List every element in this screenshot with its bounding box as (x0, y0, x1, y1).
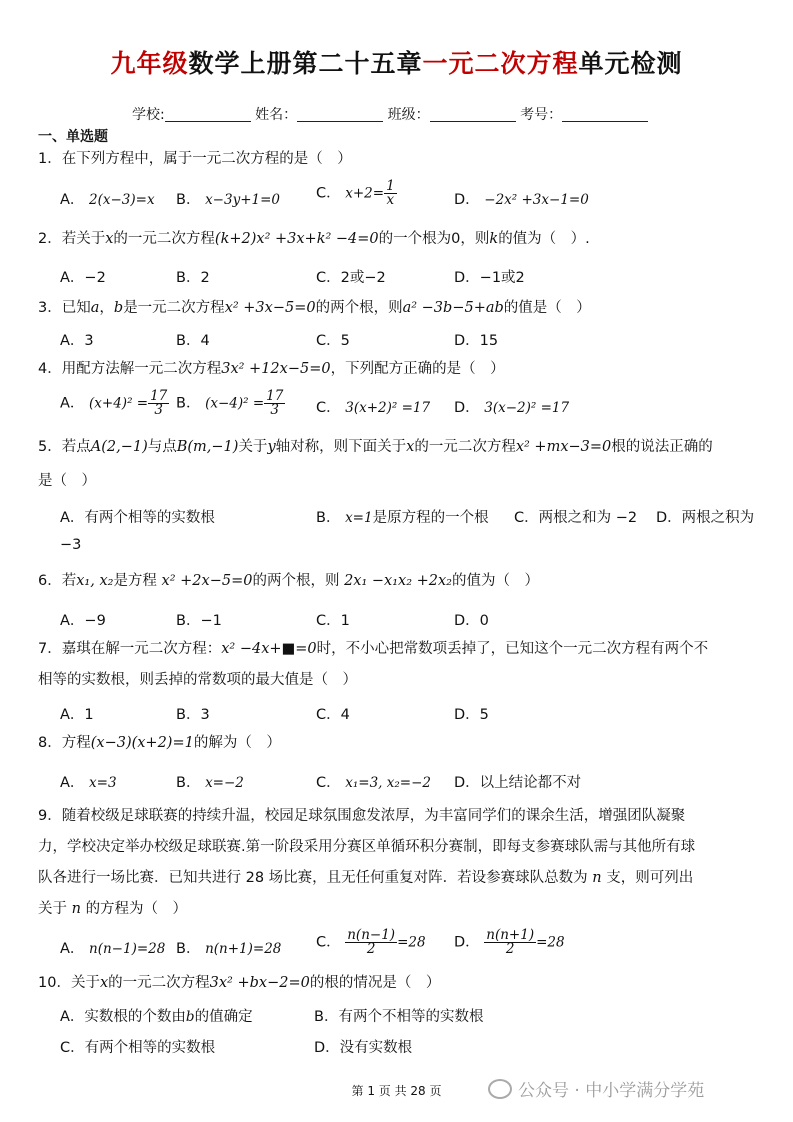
question-1-stem: 1．在下列方程中，属于一元二次方程的是（ ） (38, 151, 352, 167)
student-info-line (132, 104, 648, 124)
q2-option-d: D．−1或2 (454, 270, 525, 286)
q1-option-d: D． −2x² +3x−1=0 (454, 192, 589, 208)
q4-option-c: C． 3(x+2)² =17 (316, 400, 431, 416)
q5-option-c: C．两根之和为 −2 (514, 510, 638, 526)
school-label: 学校: (132, 107, 165, 123)
q6-option-c: C．1 (316, 613, 350, 629)
q7-option-c: C．4 (316, 707, 350, 723)
q7-option-b: B．3 (176, 707, 210, 723)
question-9-line-2: 力，学校决定举办校级足球联赛.第一阶段采用分赛区单循环积分赛制，即每支参赛球队需与其他所有球 (38, 839, 696, 855)
q5-option-a: A．有两个相等的实数根 (60, 510, 215, 526)
watermark-text: 公众号 · 中小学满分学苑 (518, 1081, 705, 1101)
question-9-line-3: 队各进行一场比赛．已知共进行 28 场比赛，且无任何重复对阵．若设参赛球队总数为 n 支，则可列出 (38, 870, 694, 886)
q10-option-b: B．有两个不相等的实数根 (314, 1009, 484, 1025)
school-blank[interactable] (165, 107, 251, 122)
question-3-stem: 3．已知a，b是一元二次方程x² +3x−5=0的两个根，则a² −3b−5+ab的值是（ ） (38, 300, 591, 316)
question-8-stem: 8．方程(x−3)(x+2)=1的解为（ ） (38, 735, 281, 751)
q3-option-c: C．5 (316, 333, 350, 349)
q3-option-d: D．15 (454, 333, 499, 349)
question-9-line-1: 9．随着校级足球联赛的持续升温，校园足球氛围愈发浓厚，为丰富同学们的课余生活，增强团队凝聚 (38, 808, 686, 824)
q1-option-c: C． x+2= $\frac{1}{x}$ (316, 178, 395, 208)
q6-option-d: D．0 (454, 613, 489, 629)
q5-option-d-cont: −3 (60, 537, 82, 553)
q7-option-d: D．5 (454, 707, 489, 723)
page-title (0, 44, 793, 80)
q7-option-a: A．1 (60, 707, 94, 723)
q10-option-a: A．实数根的个数由b的值确定 (60, 1009, 253, 1025)
question-9-line-4: 关于 n 的方程为（ ） (38, 901, 188, 917)
q3-option-a: A．3 (60, 333, 94, 349)
q9-option-a: A． n(n−1)=28 (60, 941, 166, 957)
q4-option-d: D． 3(x−2)² =17 (454, 400, 570, 416)
name-label: 姓名： (255, 107, 298, 123)
question-5-stem: 5．若点A(2,−1)与点B(m,−1)关于y轴对称，则下面关于x的一元二次方程x² +mx−3=0根的说法正确的 (38, 439, 713, 455)
q4-option-b: B． (x−4)² = $\frac{17}{3}$ (176, 388, 284, 418)
q5-option-d: D．两根之积为 (656, 510, 755, 526)
q10-option-c: C．有两个相等的实数根 (60, 1040, 216, 1056)
section-heading: 一、单选题 (38, 129, 108, 145)
q6-option-b: B．−1 (176, 613, 222, 629)
q5-option-b: B． x=1是原方程的一个根 (316, 510, 489, 526)
q8-option-c: C． x₁=3, x₂=−2 (316, 775, 431, 791)
q2-option-c: C．2或−2 (316, 270, 386, 286)
q9-option-d: D． $\frac{n(n+1)}{2}$ =28 (454, 927, 565, 957)
exam-no-label: 考号： (520, 107, 563, 123)
q9-option-c: C． $\frac{n(n-1)}{2}$ =28 (316, 927, 426, 957)
q9-option-b: B． n(n+1)=28 (176, 941, 282, 957)
q8-option-b: B． x=−2 (176, 775, 244, 791)
q6-option-a: A．−9 (60, 613, 106, 629)
q2-option-a: A．−2 (60, 270, 106, 286)
title-part-grade: 九年级 (110, 49, 189, 78)
class-label: 班级： (387, 107, 430, 123)
q8-option-d: D．以上结论都不对 (454, 775, 582, 791)
title-part-suffix: 单元检测 (578, 49, 683, 78)
question-7-stem: 7．嘉琪在解一元二次方程：x² −4x+■=0时，不小心把常数项丢掉了，已知这个一元二次方程有两个不 (38, 641, 709, 657)
question-2-stem: 2．若关于x的一元二次方程(k+2)x² +3x+k² −4=0的一个根为0，则k的值为（ ）. (38, 231, 590, 247)
q8-option-a: A． x=3 (60, 775, 117, 791)
q4-option-a: A． (x+4)² = $\frac{17}{3}$ (60, 388, 168, 418)
question-6-stem: 6．若x₁, x₂是方程 x² +2x−5=0的两个根，则 2x₁ −x₁x₂ +2x₂的值为（ ） (38, 573, 539, 589)
question-4-stem: 4．用配方法解一元二次方程3x² +12x−5=0，下列配方正确的是（ ） (38, 361, 505, 377)
question-5-stem-cont: 是（ ） (38, 473, 96, 489)
q1-option-a: A． 2(x−3)=x (60, 192, 155, 208)
q10-option-d: D．没有实数根 (314, 1040, 413, 1056)
wechat-icon (488, 1079, 512, 1099)
q1-option-b: B． x−3y+1=0 (176, 192, 281, 208)
page-number-footer: 第 1 页 共 28 页 (351, 1084, 442, 1098)
q3-option-b: B．4 (176, 333, 210, 349)
question-10-stem: 10．关于x的一元二次方程3x² +bx−2=0的根的情况是（ ） (38, 975, 441, 991)
title-part-topic: 一元二次方程 (422, 49, 579, 78)
title-part-chapter: 数学上册第二十五章 (188, 49, 423, 78)
question-7-stem-cont: 相等的实数根，则丢掉的常数项的最大值是（ ） (38, 672, 357, 688)
watermark (488, 1076, 704, 1101)
name-blank[interactable] (297, 107, 383, 122)
q2-option-b: B．2 (176, 270, 210, 286)
class-blank[interactable] (430, 107, 516, 122)
exam-no-blank[interactable] (562, 107, 648, 122)
